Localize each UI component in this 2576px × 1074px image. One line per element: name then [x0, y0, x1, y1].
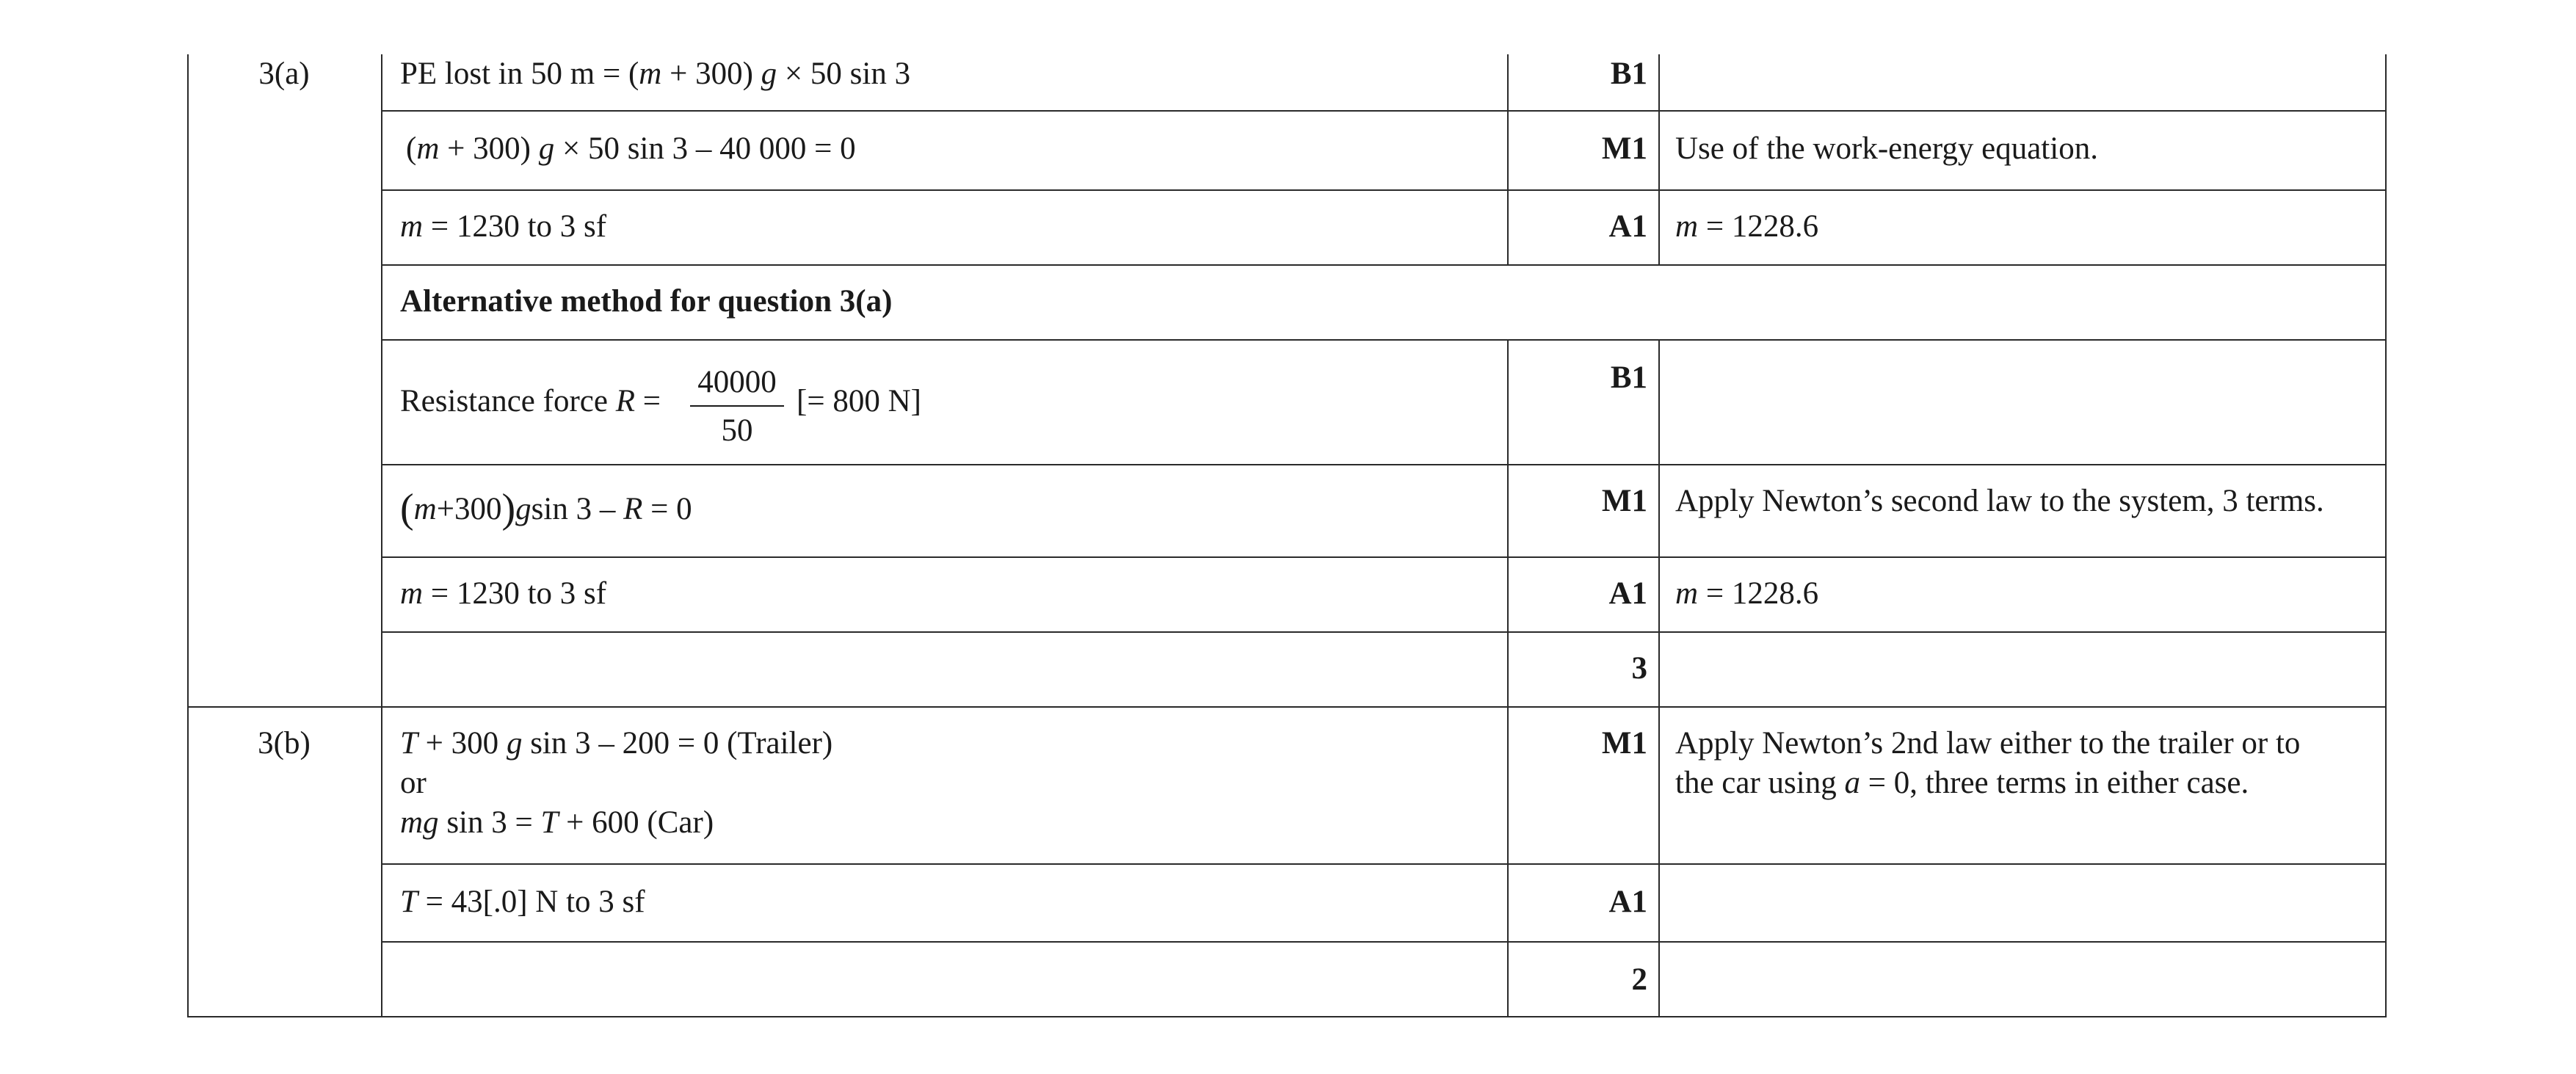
table-border-left [187, 54, 189, 1017]
row-divider [381, 631, 2387, 633]
answer-text: Resistance force R = [400, 384, 661, 418]
alternative-method-heading: Alternative method for question 3(a) [400, 284, 893, 319]
mark-code: B1 [1610, 360, 1647, 395]
row-divider [381, 556, 2387, 558]
mark-code: M1 [1601, 484, 1647, 518]
row-divider [381, 339, 2387, 341]
answer-text: T + 300 g sin 3 – 200 = 0 (Trailer) [400, 726, 833, 761]
row-divider [381, 189, 2387, 191]
guidance-text: Apply Newton’s 2nd law either to the trailer or to [1675, 726, 2301, 761]
guidance-text: m = 1228.6 [1675, 209, 1819, 244]
row-divider [381, 110, 2387, 112]
row-divider [381, 941, 2387, 943]
mark-code: M1 [1601, 131, 1647, 166]
question-divider [187, 706, 2387, 708]
column-divider-guidance [1658, 339, 1660, 1017]
answer-text: m = 1230 to 3 sf [400, 209, 607, 244]
guidance-text: Apply Newton’s second law to the system, 3 terms. [1675, 484, 2324, 518]
question-label: 3(b) [258, 726, 311, 761]
mark-code: A1 [1608, 576, 1647, 611]
answer-text: [= 800 N] [797, 384, 921, 418]
column-divider-answer [381, 54, 382, 1017]
answer-text: (m + 300) g × 50 sin 3 – 40 000 = 0 [406, 131, 856, 166]
total-marks: 3 [1631, 651, 1647, 686]
guidance-text: the car using a = 0, three terms in either case. [1675, 766, 2249, 800]
table-border-right [2385, 54, 2387, 1017]
answer-text: PE lost in 50 m = (m + 300) g × 50 sin 3 [400, 57, 911, 91]
fraction-denominator: 50 [721, 413, 753, 448]
mark-code: A1 [1608, 209, 1647, 244]
answer-text: mg sin 3 = T + 600 (Car) [400, 805, 714, 840]
answer-text: T = 43[.0] N to 3 sf [400, 885, 645, 919]
mark-code: M1 [1601, 726, 1647, 761]
fraction-numerator: 40000 [690, 363, 784, 407]
mark-code: A1 [1608, 885, 1647, 919]
question-label: 3(a) [258, 57, 310, 91]
table-border-bottom [187, 1016, 2387, 1017]
mark-code: B1 [1610, 57, 1647, 91]
fraction [690, 363, 784, 451]
row-divider [381, 863, 2387, 865]
row-divider [381, 264, 2387, 266]
answer-text: (m+300)gsin 3 – R = 0 [400, 486, 692, 531]
answer-text: m = 1230 to 3 sf [400, 576, 607, 611]
guidance-text: m = 1228.6 [1675, 576, 1819, 611]
guidance-text: Use of the work-energy equation. [1675, 131, 2098, 166]
row-divider [381, 464, 2387, 465]
total-marks: 2 [1631, 962, 1647, 997]
answer-text: or [400, 766, 427, 800]
column-divider-guidance [1658, 54, 1660, 264]
